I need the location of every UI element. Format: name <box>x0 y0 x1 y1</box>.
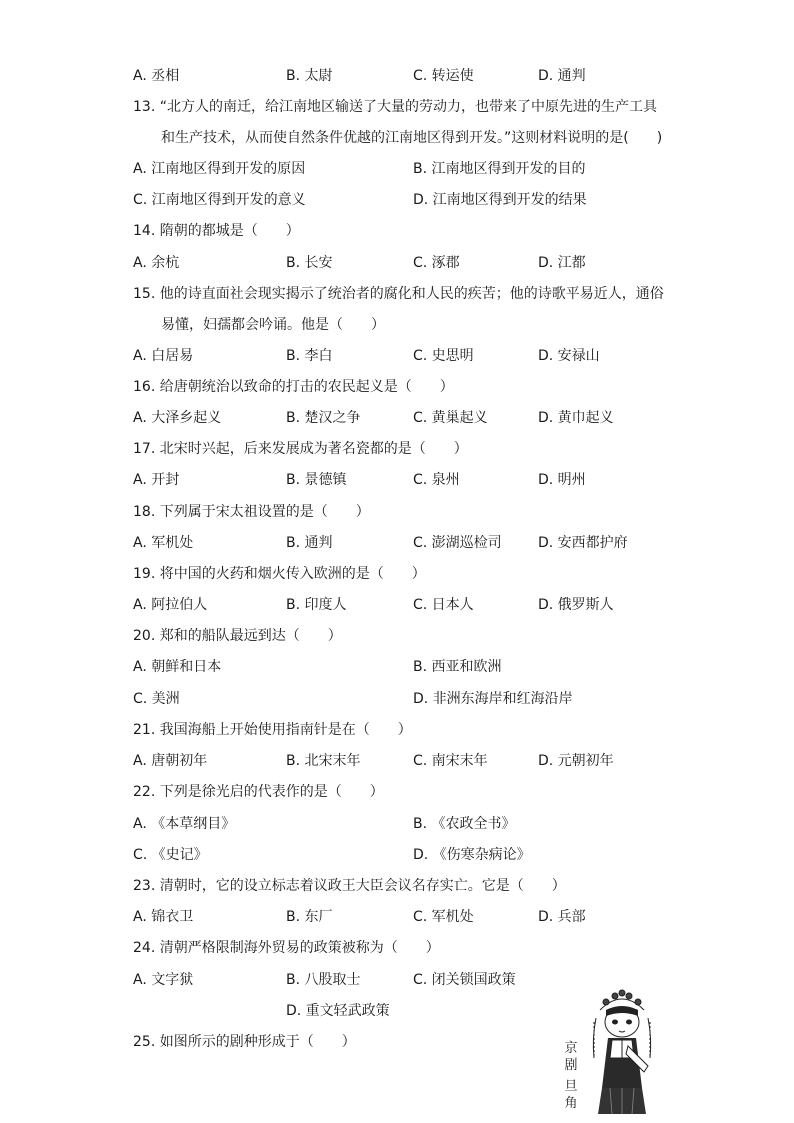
q13-option-c: C. 江南地区得到开发的意义 <box>133 192 306 208</box>
q15-option-c: C. 史思明 <box>413 348 474 364</box>
q23-option-c: C. 军机处 <box>413 909 474 925</box>
q17-option-b: B. 景德镇 <box>286 472 347 488</box>
q13-option-d: D. 江南地区得到开发的结果 <box>413 192 587 208</box>
q16-option-a: A. 大泽乡起义 <box>133 410 222 426</box>
q12-option-b: B. 太尉 <box>286 68 333 84</box>
q18-option-b: B. 通判 <box>286 535 333 551</box>
q13-stem-1: 13. “北方人的南迁，给江南地区输送了大量的劳动力，也带来了中原先进的生产工具 <box>133 99 657 115</box>
q17-stem: 17. 北宋时兴起，后来发展成为著名瓷都的是（ ） <box>133 441 468 457</box>
q21-stem: 21. 我国海船上开始使用指南针是在（ ） <box>133 722 412 738</box>
q24-option-b: B. 八股取士 <box>286 972 361 988</box>
q24-option-d: D. 重文轻武政策 <box>286 1003 390 1019</box>
q19-option-d: D. 俄罗斯人 <box>538 597 614 613</box>
q25-stem: 25. 如图所示的剧种形成于（ ） <box>133 1034 356 1050</box>
q13-stem-2: 和生产技术，从而使自然条件优越的江南地区得到开发。”这则材料说明的是( ) <box>161 130 663 146</box>
q13-option-a: A. 江南地区得到开发的原因 <box>133 161 306 177</box>
q21-option-a: A. 唐朝初年 <box>133 753 208 769</box>
q14-option-c: C. 涿郡 <box>413 255 460 271</box>
q19-option-c: C. 日本人 <box>413 597 474 613</box>
q15-option-a: A. 白居易 <box>133 348 194 364</box>
q19-stem: 19. 将中国的火药和烟火传入欧洲的是（ ） <box>133 566 426 582</box>
q21-option-b: B. 北宋末年 <box>286 753 361 769</box>
q23-option-d: D. 兵部 <box>538 909 586 925</box>
q20-option-b: B. 西亚和欧洲 <box>413 659 502 675</box>
q14-option-b: B. 长安 <box>286 255 333 271</box>
q24-option-a: A. 文字狱 <box>133 972 194 988</box>
q17-option-c: C. 泉州 <box>413 472 460 488</box>
q14-option-d: D. 江都 <box>538 255 586 271</box>
q18-stem: 18. 下列属于宋太祖设置的是（ ） <box>133 504 370 520</box>
q22-option-a: A. 《本草纲目》 <box>133 816 236 832</box>
q22-option-d: D. 《伤寒杂病论》 <box>413 847 531 863</box>
q12-option-a: A. 丞相 <box>133 68 180 84</box>
q17-option-d: D. 明州 <box>538 472 586 488</box>
q12-option-c: C. 转运使 <box>413 68 474 84</box>
q15-stem-1: 15. 他的诗直面社会现实揭示了统治者的腐化和人民的疾苦；他的诗歌平易近人，通俗 <box>133 286 664 302</box>
figure-caption-1: 京 <box>564 1041 578 1056</box>
q16-option-d: D. 黄巾起义 <box>538 410 614 426</box>
q14-stem: 14. 隋朝的都城是（ ） <box>133 223 300 239</box>
figure-caption-4: 角 <box>564 1096 578 1111</box>
q20-option-c: C. 美洲 <box>133 691 180 707</box>
q18-option-a: A. 军机处 <box>133 535 194 551</box>
q23-stem: 23. 清朝时，它的设立标志着议政王大臣会议名存实亡。它是（ ） <box>133 878 566 894</box>
q23-option-b: B. 东厂 <box>286 909 333 925</box>
q21-option-c: C. 南宋末年 <box>413 753 488 769</box>
figure-caption-3: 旦 <box>564 1079 578 1094</box>
q17-option-a: A. 开封 <box>133 472 180 488</box>
q21-option-d: D. 元朝初年 <box>538 753 614 769</box>
q15-option-d: D. 安禄山 <box>538 348 600 364</box>
q12-option-d: D. 通判 <box>538 68 586 84</box>
q13-option-b: B. 江南地区得到开发的目的 <box>413 161 586 177</box>
q16-option-c: C. 黄巢起义 <box>413 410 488 426</box>
q20-option-d: D. 非洲东海岸和红海沿岸 <box>413 691 573 707</box>
q19-option-b: B. 印度人 <box>286 597 347 613</box>
peking-opera-figure-illustration <box>582 988 662 1116</box>
q18-option-d: D. 安西都护府 <box>538 535 628 551</box>
q22-option-c: C. 《史记》 <box>133 847 208 863</box>
face-icon <box>605 1006 639 1037</box>
q16-option-b: B. 楚汉之争 <box>286 410 361 426</box>
q18-option-c: C. 澎湖巡检司 <box>413 535 502 551</box>
q24-stem: 24. 清朝严格限制海外贸易的政策被称为（ ） <box>133 940 440 956</box>
q22-option-b: B. 《农政全书》 <box>413 816 516 832</box>
costume-icon <box>598 1038 648 1114</box>
q16-stem: 16. 给唐朝统治以致命的打击的农民起义是（ ） <box>133 379 454 395</box>
q20-stem: 20. 郑和的船队最远到达（ ） <box>133 628 342 644</box>
q19-option-a: A. 阿拉伯人 <box>133 597 208 613</box>
q20-option-a: A. 朝鲜和日本 <box>133 659 222 675</box>
figure-caption-2: 剧 <box>564 1058 578 1073</box>
q14-option-a: A. 余杭 <box>133 255 180 271</box>
q15-stem-2: 易懂，妇孺都会吟诵。他是（ ） <box>161 317 385 333</box>
q15-option-b: B. 李白 <box>286 348 333 364</box>
q24-option-c: C. 闭关锁国政策 <box>413 972 516 988</box>
q23-option-a: A. 锦衣卫 <box>133 909 194 925</box>
q22-stem: 22. 下列是徐光启的代表作的是（ ） <box>133 784 384 800</box>
